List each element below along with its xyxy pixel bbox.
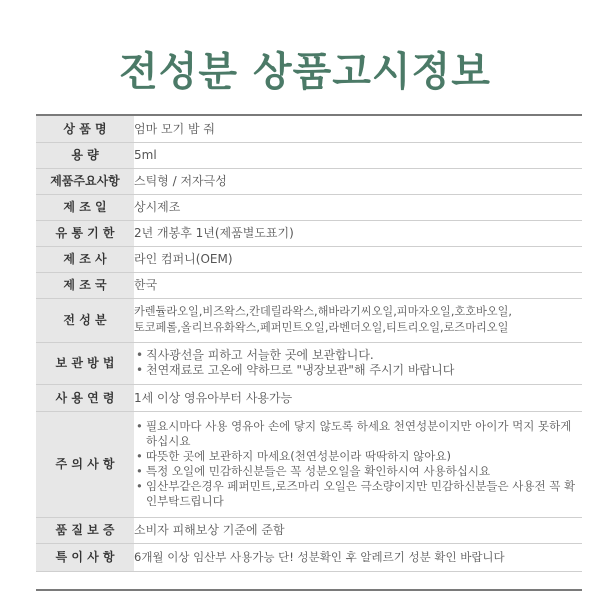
table-row: [36, 272, 582, 298]
row-value-product-name: 엄마 모기 밤 줘: [134, 116, 582, 142]
product-spec-table: [36, 116, 582, 572]
row-label-product-name: 상 품 명: [36, 116, 134, 142]
row-label-cautions: 주 의 사 항: [36, 411, 134, 517]
row-value-manufacturer: 라인 컴퍼니(OEM): [134, 246, 582, 272]
table-bottom-rule: [36, 589, 582, 591]
storage-bullet: • 직사광선을 피하고 서늘한 곳에 보관합니다.: [134, 348, 582, 363]
row-label-age: 사 용 연 령: [36, 384, 134, 411]
caution-bullet: • 특정 오일에 민감하신분들은 꼭 성분오일을 확인하시여 사용하십시요: [134, 464, 582, 479]
table-row: [36, 246, 582, 272]
row-label-manufacturer: 제 조 사: [36, 246, 134, 272]
row-label-country: 제 조 국: [36, 272, 134, 298]
storage-bullet: • 천연재료로 고온에 약하므로 "냉장보관"해 주시기 바랍니다: [134, 363, 582, 378]
row-value-country: 한국: [134, 272, 582, 298]
ingredients-line: 토코페롤,올리브유화왁스,페퍼민트오일,라벤더오일,티트리오일,로즈마리오일: [134, 321, 509, 334]
ingredients-line: 카렌듈라오일,비즈왁스,칸데릴라왁스,해바라기씨오일,피마자오일,호호바오일,: [134, 305, 512, 318]
row-value-manufacture-date: 상시제조: [134, 194, 582, 220]
table-row: [36, 384, 582, 411]
row-value-expiry: 2년 개봉후 1년(제품별도표기): [134, 220, 582, 246]
caution-bullet: • 임산부같은경우 페퍼민트,로즈마리 오일은 극소량이지만 민감하신분들은 사용전 꼭 확인부탁드립니다: [134, 479, 582, 509]
row-label-manufacture-date: 제 조 일: [36, 194, 134, 220]
page-title: 전성분 상품고시정보: [119, 49, 491, 95]
row-label-storage: 보 관 방 법: [36, 342, 134, 384]
row-value-storage: [134, 342, 582, 384]
table-row: [36, 298, 582, 342]
table-row: [36, 517, 582, 543]
table-row: [36, 543, 582, 571]
table-row: [36, 142, 582, 168]
table-row: [36, 342, 582, 384]
row-label-quality: 품 질 보 증: [36, 517, 134, 543]
row-label-notes: 특 이 사 항: [36, 543, 134, 571]
row-value-ingredients: [134, 298, 582, 342]
row-label-ingredients: 전 성 분: [36, 298, 134, 342]
row-label-main-features: 제품주요사항: [36, 168, 134, 194]
table-row: [36, 116, 582, 142]
table-row: [36, 411, 582, 517]
row-label-volume: 용 량: [36, 142, 134, 168]
caution-bullet: • 따뜻한 곳에 보관하지 마세요(천연성분이라 딱딱하지 않아요): [134, 449, 582, 464]
table-row: [36, 220, 582, 246]
caution-bullet: • 필요시마다 사용 영유아 손에 닿지 않도록 하세요 천연성분이지만 아이가 먹지 못하게 하십시요: [134, 419, 582, 449]
row-value-volume: 5ml: [134, 142, 582, 168]
table-row: [36, 168, 582, 194]
row-value-quality: 소비자 피해보상 기준에 준함: [134, 517, 582, 543]
row-value-main-features: 스틱형 / 저자극성: [134, 168, 582, 194]
table-row: [36, 194, 582, 220]
row-value-age: 1세 이상 영유아부터 사용가능: [134, 384, 582, 411]
row-value-cautions: [134, 411, 582, 517]
row-value-notes: 6개월 이상 임산부 사용가능 단! 성분확인 후 알레르기 성분 확인 바랍니다: [134, 543, 582, 571]
row-label-expiry: 유 통 기 한: [36, 220, 134, 246]
